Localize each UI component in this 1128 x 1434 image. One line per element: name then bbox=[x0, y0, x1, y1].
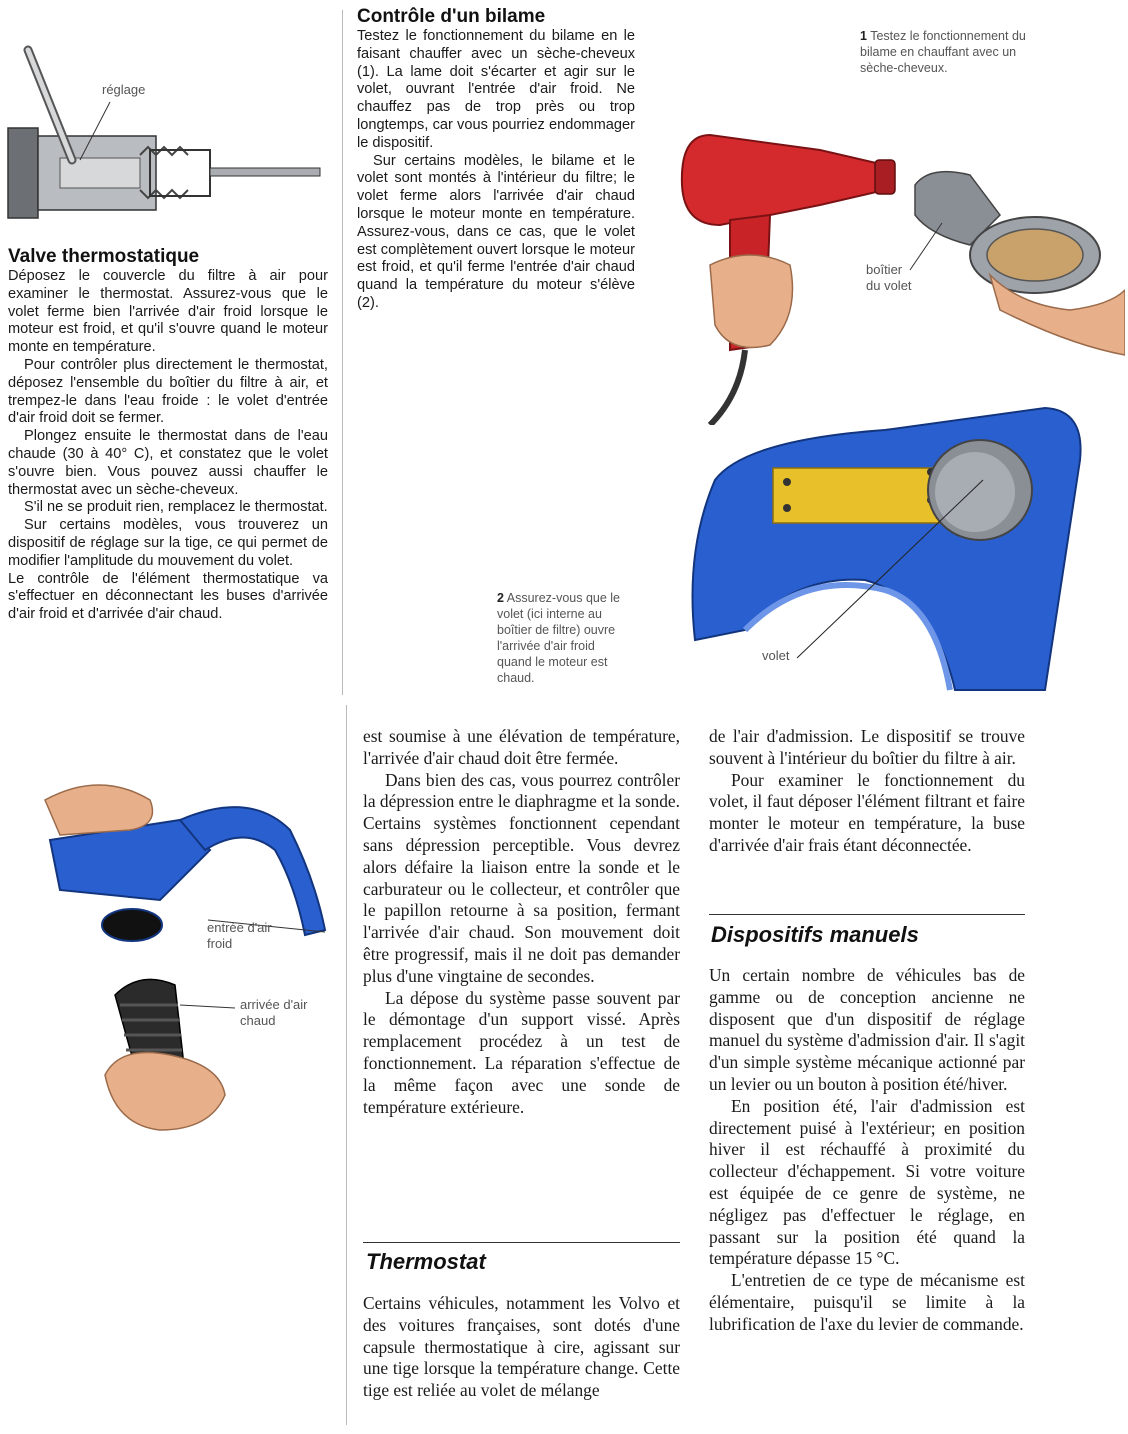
label-arrivee-line1: arrivée d'air bbox=[240, 997, 308, 1012]
col1-section bbox=[8, 246, 328, 624]
valve-illustration bbox=[0, 40, 330, 230]
thermostat-heading: Thermostat bbox=[366, 1249, 486, 1274]
col2-top-p1: Testez le fonctionnement du bilame en le faisant chauffer avec un sèche-cheveux (1). La lame doit s'écarter et agir sur le volet, ouvrant l'entrée d'air froid. Ne chauffez pas de trop près ou trop longtemps, car vous pourriez endommager le dispositif. bbox=[357, 28, 635, 151]
label-boitier-line2: du volet bbox=[866, 278, 912, 293]
col1-p6: Le contrôle de l'élément thermostatique va s'effectuer en déconnectant les buses d'arrivée d'air froid et d'arrivée d'air chaud. bbox=[8, 570, 328, 623]
caption-2-number: 2 bbox=[497, 591, 504, 605]
dispositifs-heading-rule bbox=[709, 914, 1025, 915]
col2-bottom-p3: La dépose du système passe souvent par le démontage d'un support vissé. Après remplacement procédez à un test de fonctionnement. La réparation s'effectue de la même façon avec une sonde de température extérieure. bbox=[363, 987, 680, 1117]
col2-bottom-p1: est soumise à une élévation de température, l'arrivée d'air chaud doit être fermée. bbox=[363, 726, 680, 768]
col3-bottom-section bbox=[709, 726, 1025, 857]
label-boitier-line1: boîtier bbox=[866, 262, 903, 277]
valve-heading: Valve thermostatique bbox=[8, 246, 200, 267]
col2-top-p2: Sur certains modèles, le bilame et le volet sont montés à l'intérieur du filtre; le volet ferme alors l'arrivée d'air chaud lorsque le moteur monte en température. Assurez-vous, dans ce cas, que le volet est complètement ouvert lorsque le moteur est froid, et qu'il ferme l'entrée d'air chaud quand la température du moteur s'élève (2). bbox=[357, 152, 635, 311]
col3-bottom-dispositifs bbox=[709, 965, 1025, 1336]
dispositifs-heading: Dispositifs manuels bbox=[711, 922, 919, 947]
col2-top-section bbox=[357, 6, 635, 313]
column-divider-1 bbox=[342, 10, 343, 695]
col3-bottom-p4: En position été, l'air d'admission est directement puisé à l'extérieur; en position hiver il est réchauffé à proximité du collecteur d'échappement. Si votre voiture est équipée de ce genre de système, ne négligez pas d'effectuer le réglage, en passant sur la position été quand la température dépasse 15 °C. bbox=[709, 1095, 1025, 1269]
col2-bottom-p4: Certains véhicules, notamment les Volvo et des voitures françaises, sont dotés d'une capsule thermostatique à cire, agissant sur une tige lorsque la température change. Cette tige est reliée au volet de mélange bbox=[363, 1293, 680, 1401]
col3-bottom-p2: Pour examiner le fonctionnement du volet, il faut déposer l'élément filtrant et faire monter le moteur en température, la buse d'arrivée d'air frais étant déconnectée. bbox=[709, 769, 1025, 855]
label-volet: volet bbox=[762, 648, 790, 663]
col2-bottom-p2: Dans bien des cas, vous pourrez contrôler la dépression entre le diaphragme et la sonde. Certains systèmes fonctionnent cependant sans dépression perceptible. Vous devrez alors défaire la liaison entre la sonde et le carburateur ou le collecteur, et contrôler que le papillon retourne à sa position, fermant l'arrivée d'air chaud. Son mouvement doit être progressif, mais il ne doit pas demander plus d'une vingtaine de secondes. bbox=[363, 769, 680, 986]
caption-1-number: 1 bbox=[860, 29, 867, 43]
caption-1-text: Testez le fonctionnement du bilame en chauffant avec un sèche-cheveux. bbox=[860, 29, 1026, 75]
caption-2-text: Assurez-vous que le volet (ici interne au boîtier de filtre) ouvre l'arrivée d'air froid quand le moteur est chaud. bbox=[497, 591, 621, 685]
col1-p4: S'il ne se produit rien, remplacez le thermostat. bbox=[24, 499, 328, 516]
col3-bottom-p3: Un certain nombre de véhicules bas de gamme ou de conception ancienne ne disposent que d'un dispositif de réglage manuel du système d'admission d'air. Il s'agit d'un simple système mécanique actionné par un levier ou un bouton à position été/hiver. bbox=[709, 965, 1025, 1094]
col1-p1: Déposez le couvercle du filtre à air pour examiner le thermostat. Assurez-vous que le volet ferme bien l'arrivée d'air froid lorsque le moteur est froid, et qu'il s'ouvre quand le moteur monte en température. bbox=[8, 268, 328, 356]
label-entree-air-froid bbox=[207, 920, 272, 952]
col1-p5: Sur certains modèles, vous trouverez un dispositif de réglage sur la tige, ce qui permet de modifier l'amplitude du mouvement du volet. bbox=[8, 517, 328, 569]
label-boitier bbox=[866, 262, 912, 294]
valve-label-reglage: réglage bbox=[102, 82, 146, 97]
label-arrivee-air-chaud bbox=[240, 997, 308, 1029]
caption-1 bbox=[860, 28, 1030, 76]
col3-bottom-p5: L'entretien de ce type de mécanisme est élémentaire, puisqu'il se limite à la lubrification de l'axe du levier de commande. bbox=[709, 1270, 1025, 1334]
intake-duct-illustration bbox=[40, 770, 340, 950]
column-divider-2 bbox=[346, 705, 347, 1425]
col1-p3: Plongez ensuite le thermostat dans de l'eau chaude (30 à 40° C), et constatez que le volet s'ouvre bien. Vous pouvez aussi chauffer le thermostat avec un sèche-cheveux. bbox=[8, 428, 328, 498]
hot-air-hose-illustration bbox=[100, 965, 340, 1135]
col2-bottom-section bbox=[363, 726, 680, 1118]
label-entree-line2: froid bbox=[207, 936, 233, 951]
label-entree-line1: entrée d'air bbox=[207, 920, 272, 935]
thermostat-heading-rule bbox=[363, 1242, 680, 1243]
air-filter-housing-illustration bbox=[685, 400, 1125, 700]
caption-2 bbox=[497, 590, 632, 686]
col3-bottom-p1: de l'air d'admission. Le dispositif se trouve souvent à l'intérieur du boîtier du filtre à air. bbox=[709, 726, 1025, 768]
label-arrivee-line2: chaud bbox=[240, 1013, 276, 1028]
col1-p2: Pour contrôler plus directement le thermostat, déposez l'ensemble du boîtier du filtre à air, et trempez-le dans l'eau froide : le volet d'entrée d'air froid doit se fermer. bbox=[8, 356, 328, 427]
col2-bottom-thermostat bbox=[363, 1293, 680, 1402]
bilame-heading: Contrôle d'un bilame bbox=[357, 6, 546, 27]
